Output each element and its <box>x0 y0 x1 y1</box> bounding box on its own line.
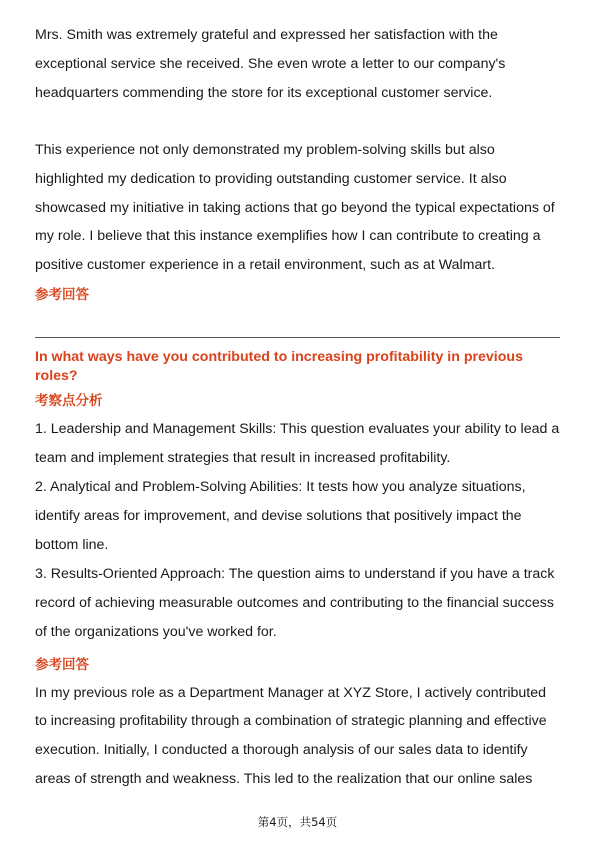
analysis-point: 1. Leadership and Management Skills: This question evaluates your ability to lead a team and implement strategies that result in increased profitability. <box>35 421 560 467</box>
page-footer: 第4页，共54页 <box>257 815 338 829</box>
answer-paragraph: In my previous role as a Department Manager at XYZ Store, I actively contributed to increasing profitability through a combination of strategic planning and effective execution. Initially, I conducted a thorough analysis of our sales data to identify areas of strength and weakness. This led to the realization that our online sales <box>35 684 547 788</box>
analysis-label: 考察点分析 <box>35 393 103 410</box>
section-spacer <box>35 309 560 337</box>
paragraph-spacer <box>35 108 560 136</box>
analysis-point: 3. Results-Oriented Approach: The question aims to understand if you have a track record of achieving measurable outcomes and contributing to the financial success of the organizations you've worked for. <box>35 565 555 640</box>
reference-answer-label: 参考回答 <box>35 287 89 304</box>
body-paragraph: This experience not only demonstrated my problem-solving skills but also highlighted my dedication to providing outstanding customer service. It also showcased my initiative in taking actions that go beyond the typical expectations of my role. I believe that this instance exemplifies how I can contribute to creating a positive customer experience in a retail environment, such as at Walmart. <box>35 141 555 274</box>
body-paragraph: Mrs. Smith was extremely grateful and expressed her satisfaction with the exceptional service she received. She even wrote a letter to our company's headquarters commending the store for its exceptional customer service. <box>35 27 506 101</box>
question-heading: In what ways have you contributed to increasing profitability in previous roles? <box>35 349 523 385</box>
analysis-point: 2. Analytical and Problem-Solving Abilities: It tests how you analyze situations, identify areas for improvement, and devise solutions that positively impact the bottom line. <box>35 479 526 553</box>
section-divider <box>35 337 560 338</box>
document-page <box>35 21 560 794</box>
reference-answer-label: 参考回答 <box>35 656 89 673</box>
